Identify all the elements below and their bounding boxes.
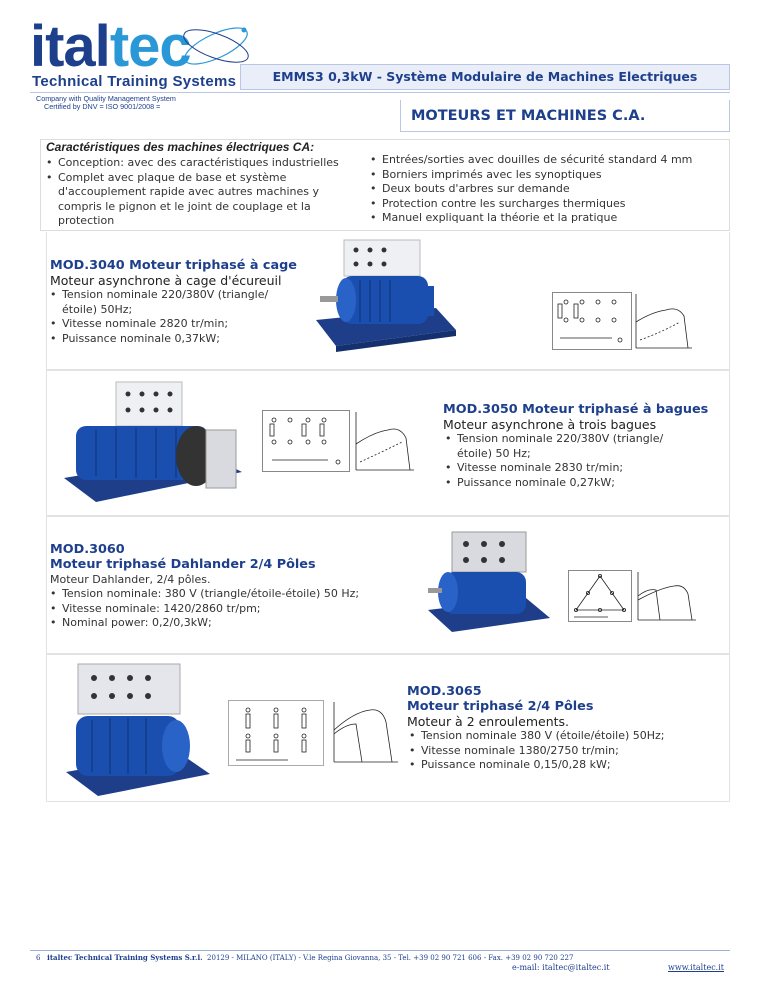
product-code: MOD.3065 [407, 684, 482, 699]
footer-company: italtec Technical Training Systems S.r.l. [47, 953, 203, 962]
italtec-logo [30, 14, 240, 90]
wiring-diagram-3065 [228, 700, 324, 766]
product-specs [409, 729, 727, 773]
features-right-list [370, 153, 730, 226]
header-title: EMMS3 0,3kW - Système Modulaire de Machines Electriques [240, 64, 730, 90]
product-specs [50, 288, 280, 346]
product-specs [50, 587, 390, 631]
product-3040-text [50, 258, 310, 346]
motor-3065-image [58, 660, 218, 800]
list-item: • Puissance nominale 0,27kW; [445, 476, 665, 491]
product-name: Moteur triphasé 2/4 Pôles [407, 699, 594, 714]
list-item: • Manuel expliquant la théorie et la pratique [370, 211, 730, 226]
list-item: • Entrées/sorties avec douilles de sécurité standard 4 mm [370, 153, 730, 168]
motor-3040-image [306, 238, 466, 366]
logo-word: italtec [30, 14, 191, 79]
quality-note: Company with Quality Management System Certified by DNV = ISO 9001/2008 = [36, 94, 176, 111]
list-item: • Tension nominale 220/380V (triangle/étoile) 50Hz; [50, 288, 280, 317]
list-item: • Vitesse nominale 1380/2750 tr/min; [409, 744, 727, 759]
motor-3050-image [56, 376, 256, 510]
list-item: • Nominal power: 0,2/0,3kW; [50, 616, 390, 631]
section-title: MOTEURS ET MACHINES C.A. [400, 100, 730, 132]
footer-email-link[interactable]: e-mail: italtec@italtec.it [512, 963, 610, 972]
product-code: MOD.3040 Moteur triphasé à cage [50, 258, 297, 273]
product-3050-text [443, 402, 728, 490]
list-item: • Borniers imprimés avec les synoptiques [370, 168, 730, 183]
list-item: • Tension nominale: 380 V (triangle/étoile-étoile) 50 Hz; [50, 587, 390, 602]
torque-curve-3040 [632, 292, 694, 350]
torque-curve-3065 [330, 700, 400, 766]
wiring-diagram-3060 [568, 570, 632, 622]
product-subtitle: Moteur asynchrone à trois bagues [443, 417, 657, 432]
product-specs [445, 432, 665, 490]
product-name: Moteur triphasé Dahlander 2/4 Pôles [50, 557, 316, 572]
product-code: MOD.3060 [50, 542, 125, 557]
features-title: Caractéristiques des machines électriques CA: [46, 140, 315, 154]
list-item: • Conception: avec des caractéristiques industrielles [46, 156, 366, 171]
list-item: • Vitesse nominale 2830 tr/min; [445, 461, 665, 476]
torque-curve-3060 [634, 570, 698, 622]
footer-divider [30, 950, 730, 951]
list-item: • Deux bouts d'arbres sur demande [370, 182, 730, 197]
torque-curve-3050 [352, 410, 416, 472]
product-subtitle: Moteur Dahlander, 2/4 pôles. [50, 573, 211, 586]
footer-address [36, 953, 573, 962]
product-3060-text [50, 542, 390, 631]
product-3065-text [407, 684, 727, 773]
product-subtitle: Moteur asynchrone à cage d'écureuil [50, 273, 282, 288]
features-left-list [46, 156, 366, 229]
list-item: • Vitesse nominale: 1420/2860 tr/pm; [50, 602, 390, 617]
logo-tagline: Technical Training Systems [32, 73, 237, 90]
header-divider [30, 92, 730, 93]
product-subtitle: Moteur à 2 enroulements. [407, 714, 570, 729]
footer-website-link[interactable]: www.italtec.it [668, 963, 724, 972]
list-item: • Protection contre les surcharges thermiques [370, 197, 730, 212]
wiring-diagram-3040 [552, 292, 632, 350]
page-number: 6 [36, 954, 41, 962]
list-item: • Complet avec plaque de base et système d'accouplement rapide avec autres machines y compris le pignon et le joint de couplage et la protection [46, 171, 366, 229]
wiring-diagram-3050 [262, 410, 350, 472]
product-code: MOD.3050 Moteur triphasé à bagues [443, 402, 709, 417]
footer-contact: 20129 - MILANO (ITALY) - V.le Regina Giovanna, 35 - Tel. +39 02 90 721 606 - Fax. +39 02 90 720 227 [207, 954, 574, 962]
list-item: • Vitesse nominale 2820 tr/min; [50, 317, 280, 332]
list-item: • Puissance nominale 0,15/0,28 kW; [409, 758, 727, 773]
motor-3060-image [422, 528, 552, 640]
list-item: • Puissance nominale 0,37kW; [50, 332, 280, 347]
list-item: • Tension nominale 220/380V (triangle/étoile) 50 Hz; [445, 432, 665, 461]
list-item: • Tension nominale 380 V (étoile/étoile) 50Hz; [409, 729, 727, 744]
